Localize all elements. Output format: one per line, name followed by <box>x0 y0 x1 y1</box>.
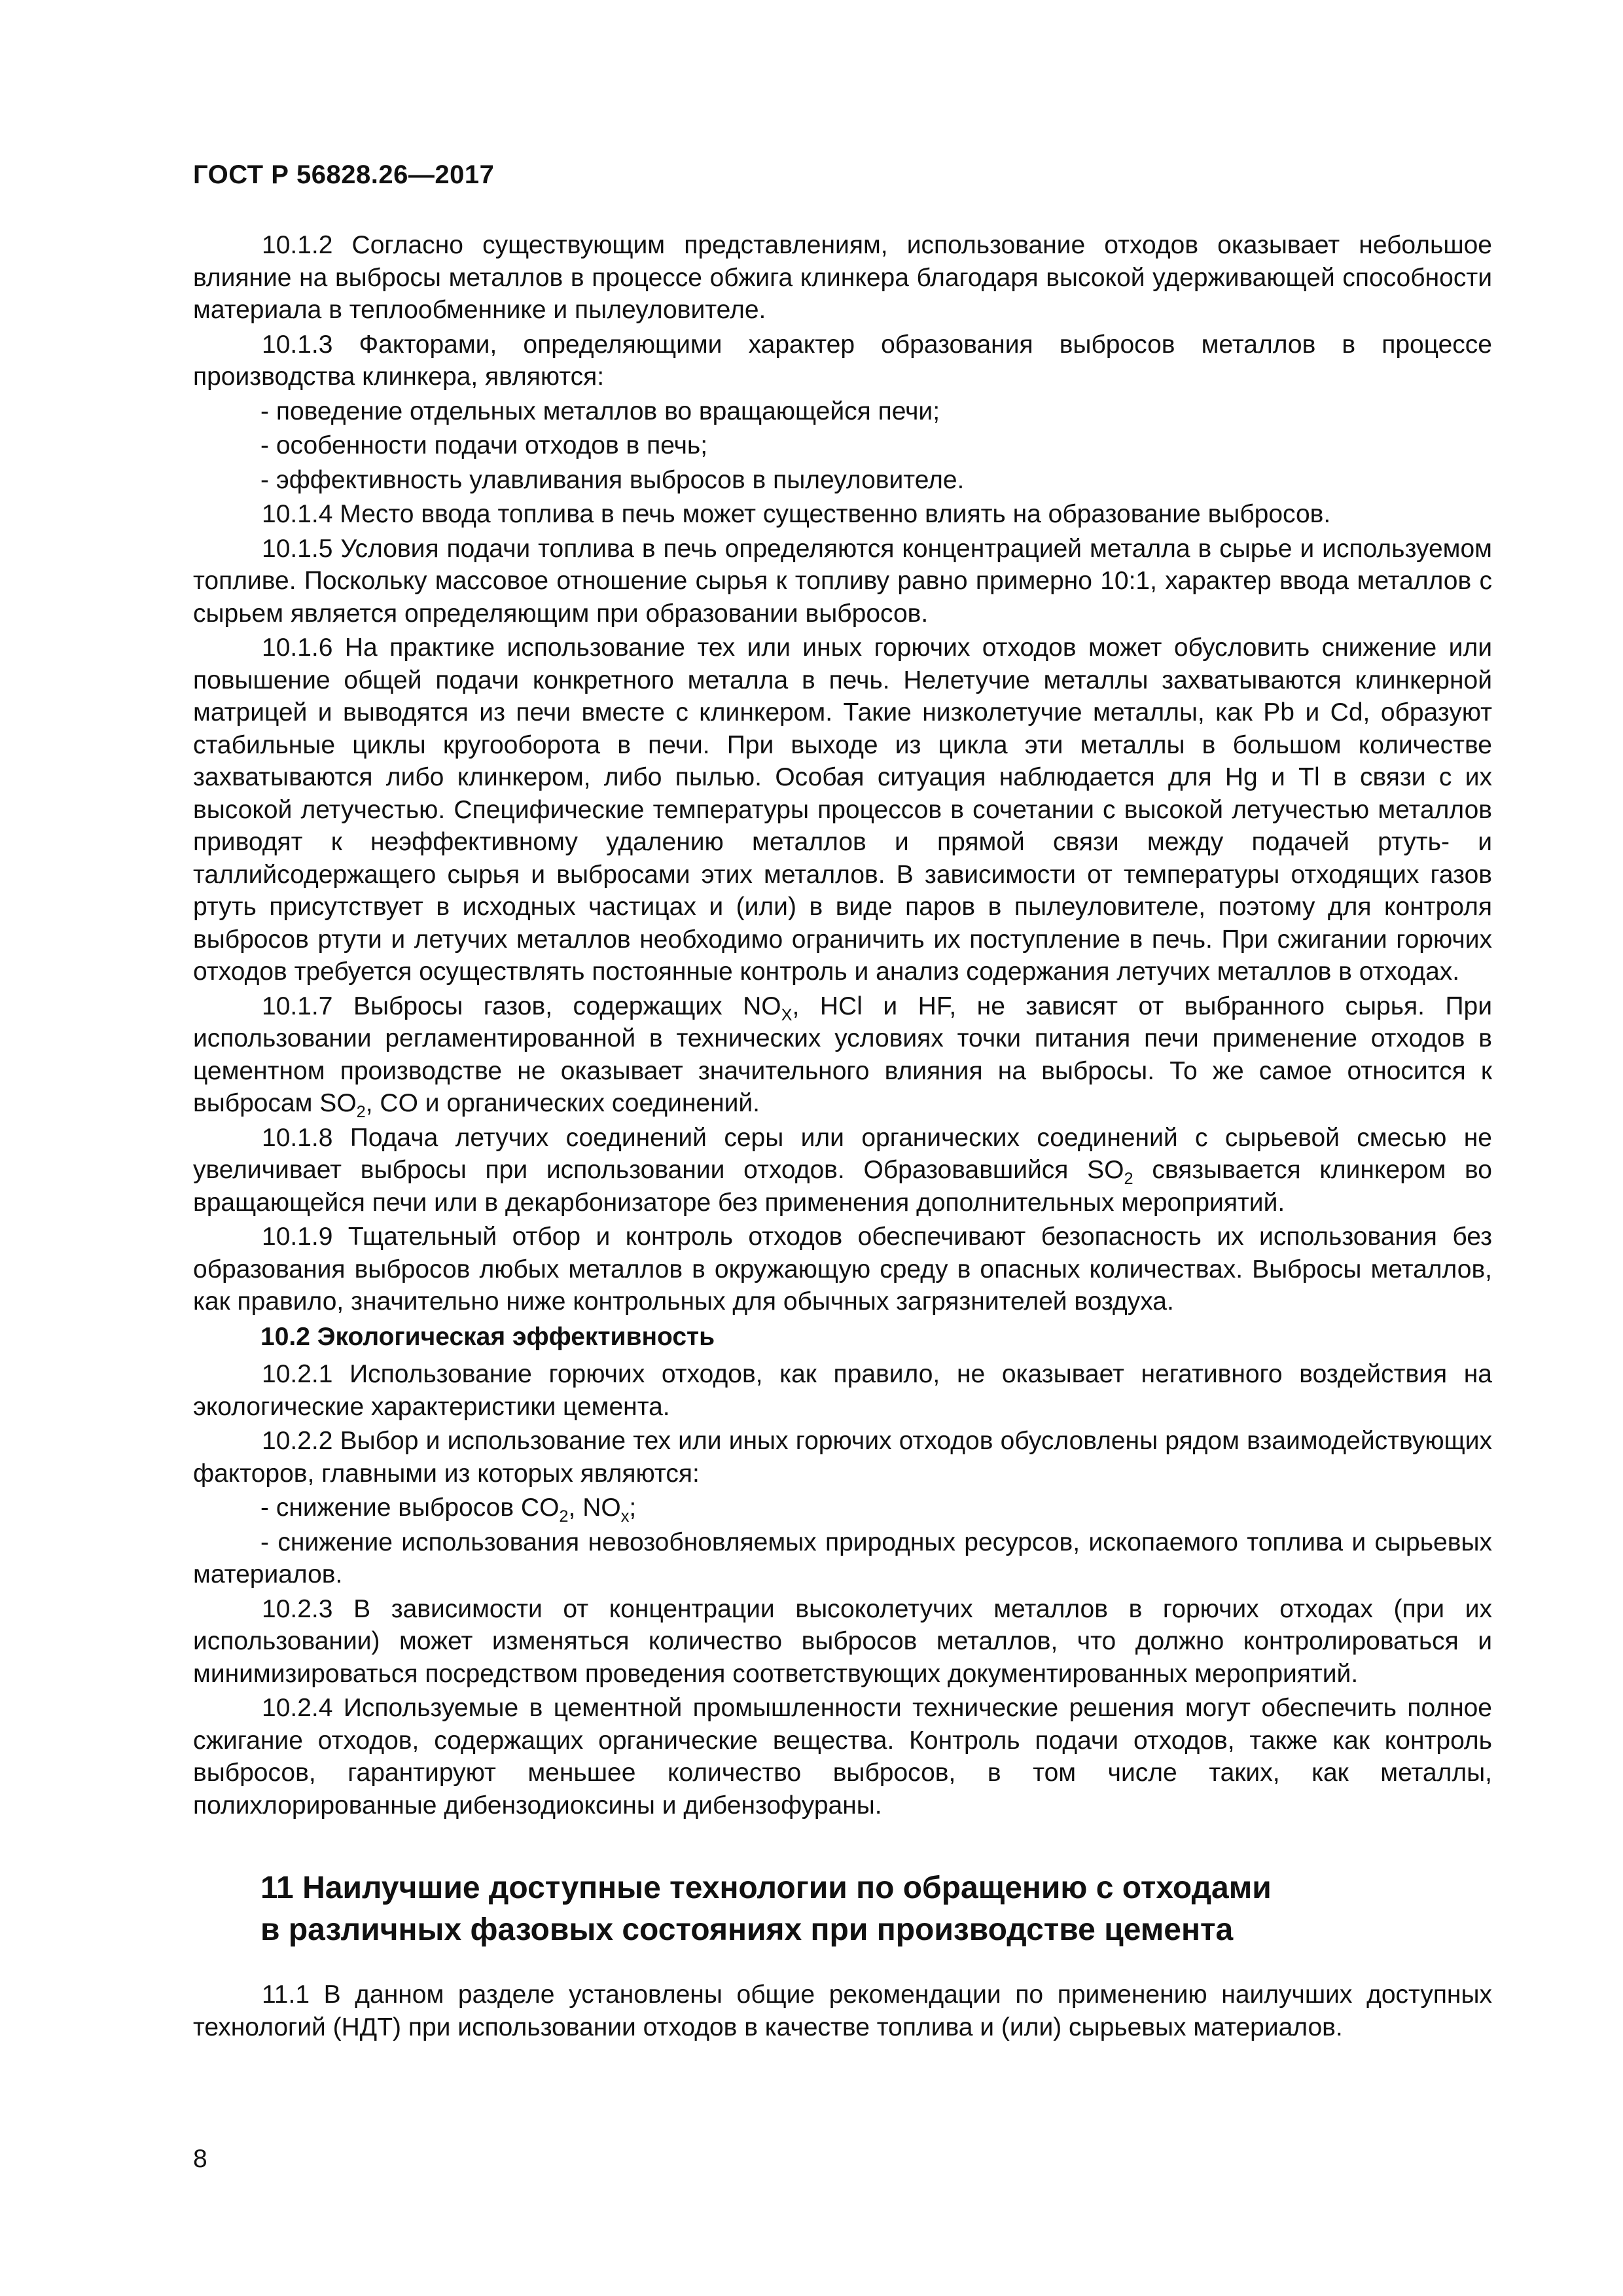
document-code-header: ГОСТ Р 56828.26—2017 <box>193 160 495 189</box>
paragraph-10-1-6: 10.1.6 На практике использование тех или иных горючих отходов может обусловить снижение или повышение общей подачи конкретного металла в печь. Нелетучие металлы захватываются клинкерной матрицей и выводятся из печи вместе с клинкером. Такие низколетучие металлы, как Pb и Cd, образуют стабильные циклы кругооборота в печи. При выходе из цикла эти металлы в большом количестве захватываются либо клинкером, либо пылью. Особая ситуация наблюдается для Hg и Tl в связи с их высокой летучестью. Специфические температуры процессов в сочетании с высокой летучестью металлов приводят к неэффективному удалению металлов и прямой связи между подачей ртуть- и таллийсодержащего сырья и выбросами этих металлов. В зависимости от температуры отходящих газов ртуть присутствует в исходных частицах и (или) в виде паров в пылеуловителе, поэтому для контроля выбросов ртути и летучих металлов необходимо ограничить их поступление в печь. При сжигании горючих отходов требуется осуществлять постоянные контроль и анализ содержания летучих металлов в отходах. <box>193 634 1492 986</box>
paragraph-10-1-5: 10.1.5 Условия подачи топлива в печь определяются концентрацией металла в сырье и используемом топливе. Поскольку массовое отношение сырья к топливу равно примерно 10:1, характер ввода металлов с сырьем является определяющим при образовании выбросов. <box>193 534 1492 628</box>
subscript: 2 <box>356 1102 366 1121</box>
section-title-11-line-1: 11 Наилучшие доступные технологии по обращению с отходами <box>260 1871 1272 1905</box>
paragraph-10-1-7-part-c: , CO и органических соединений. <box>365 1089 760 1117</box>
list-item-part-c: ; <box>629 1494 637 1522</box>
paragraph-11-1: 11.1 В данном разделе установлены общие рекомендации по применению наилучших доступных технологий (НДТ) при использовании отходов в качестве топлива и (или) сырьевых материалов. <box>193 1981 1492 2041</box>
paragraph-10-2-2: 10.2.2 Выбор и использование тех или иных горючих отходов обусловлены рядом взаимодействующих факторов, главными из которых являются: <box>193 1427 1492 1488</box>
list-item: - снижение использования невозобновляемых природных ресурсов, ископаемого топлива и сырьевых материалов. <box>193 1528 1492 1588</box>
list-item-part-b: , NO <box>568 1494 621 1522</box>
list-item <box>193 1492 1492 1524</box>
list-item: - эффективность улавливания выбросов в пылеуловителе. <box>260 465 965 494</box>
list-item-part-a: - снижение выбросов CO <box>260 1494 560 1522</box>
list-item: - поведение отдельных металлов во вращающейся печи; <box>260 397 940 425</box>
paragraph-10-1-9: 10.1.9 Тщательный отбор и контроль отходов обеспечивают безопасность их использования без образования выбросов любых металлов в окружающую среду в опасных количествах. Выбросы металлов, как правило, значительно ниже контрольных для обычных загрязнителей воздуха. <box>193 1223 1492 1316</box>
paragraph-10-1-4: 10.1.4 Место ввода топлива в печь может существенно влиять на образование выбросов. <box>262 500 1331 528</box>
list-item: - особенности подачи отходов в печь; <box>260 431 708 459</box>
paragraph-10-1-3: 10.1.3 Факторами, определяющими характер образования выбросов металлов в процессе производства клинкера, являются: <box>193 330 1492 391</box>
section-title-11 <box>260 1867 1492 1951</box>
section-title-11-line-2: в различных фазовых состояниях при производстве цемента <box>260 1912 1234 1947</box>
paragraph-10-1-8 <box>193 1122 1492 1219</box>
paragraph-10-1-7 <box>193 990 1492 1120</box>
section-heading-10-2: 10.2 Экологическая эффективность <box>260 1322 715 1351</box>
paragraph-10-1-7-part-b: , HCl и HF, не зависят от выбранного сырья. При использовании регламентированной в технических условиях точки питания печи применение отходов в цементном производстве не оказывает значительного влияния на выбросы. То же самое относится к выбросам SO <box>193 992 1492 1117</box>
paragraph-10-1-7-part-a: 10.1.7 Выбросы газов, содержащих NO <box>262 992 781 1020</box>
subscript: x <box>620 1507 630 1526</box>
paragraph-10-1-8-part-a: 10.1.8 Подача летучих соединений серы или органических соединений с сырьевой смесью не увеличивает выбросы при использовании отходов. Образовавшийся SO <box>193 1123 1492 1184</box>
subscript: X <box>781 1005 793 1024</box>
paragraph-10-2-1: 10.2.1 Использование горючих отходов, как правило, не оказывает негативного воздействия на экологические характеристики цемента. <box>193 1360 1492 1421</box>
subscript: 2 <box>559 1507 569 1526</box>
paragraph-10-1-2: 10.1.2 Согласно существующим представлениям, использование отходов оказывает небольшое влияние на выбросы металлов в процессе обжига клинкера благодаря высокой удерживающей способности материала в теплообменнике и пылеуловителе. <box>193 231 1492 324</box>
subscript: 2 <box>1124 1169 1133 1188</box>
paragraph-10-2-3: 10.2.3 В зависимости от концентрации высоколетучих металлов в горючих отходах (при их использовании) может изменяться количество выбросов металлов, что должно контролироваться и минимизироваться посредством проведения соответствующих документированных мероприятий. <box>193 1594 1492 1688</box>
paragraph-10-1-8-part-b: связывается клинкером во вращающейся печи или в декарбонизаторе без применения дополнительных мероприятий. <box>193 1156 1492 1217</box>
page-number: 8 <box>193 2145 207 2173</box>
paragraph-10-2-4: 10.2.4 Используемые в цементной промышленности технические решения могут обеспечить полное сжигание отходов, содержащих органические вещества. Контроль подачи отходов, также как контроль выбросов, гарантируют меньшее количество выбросов, в том числе таких, как металлы, полихлорированные дибензодиоксины и дибензофураны. <box>193 1694 1492 1820</box>
document-body <box>193 229 1492 2045</box>
